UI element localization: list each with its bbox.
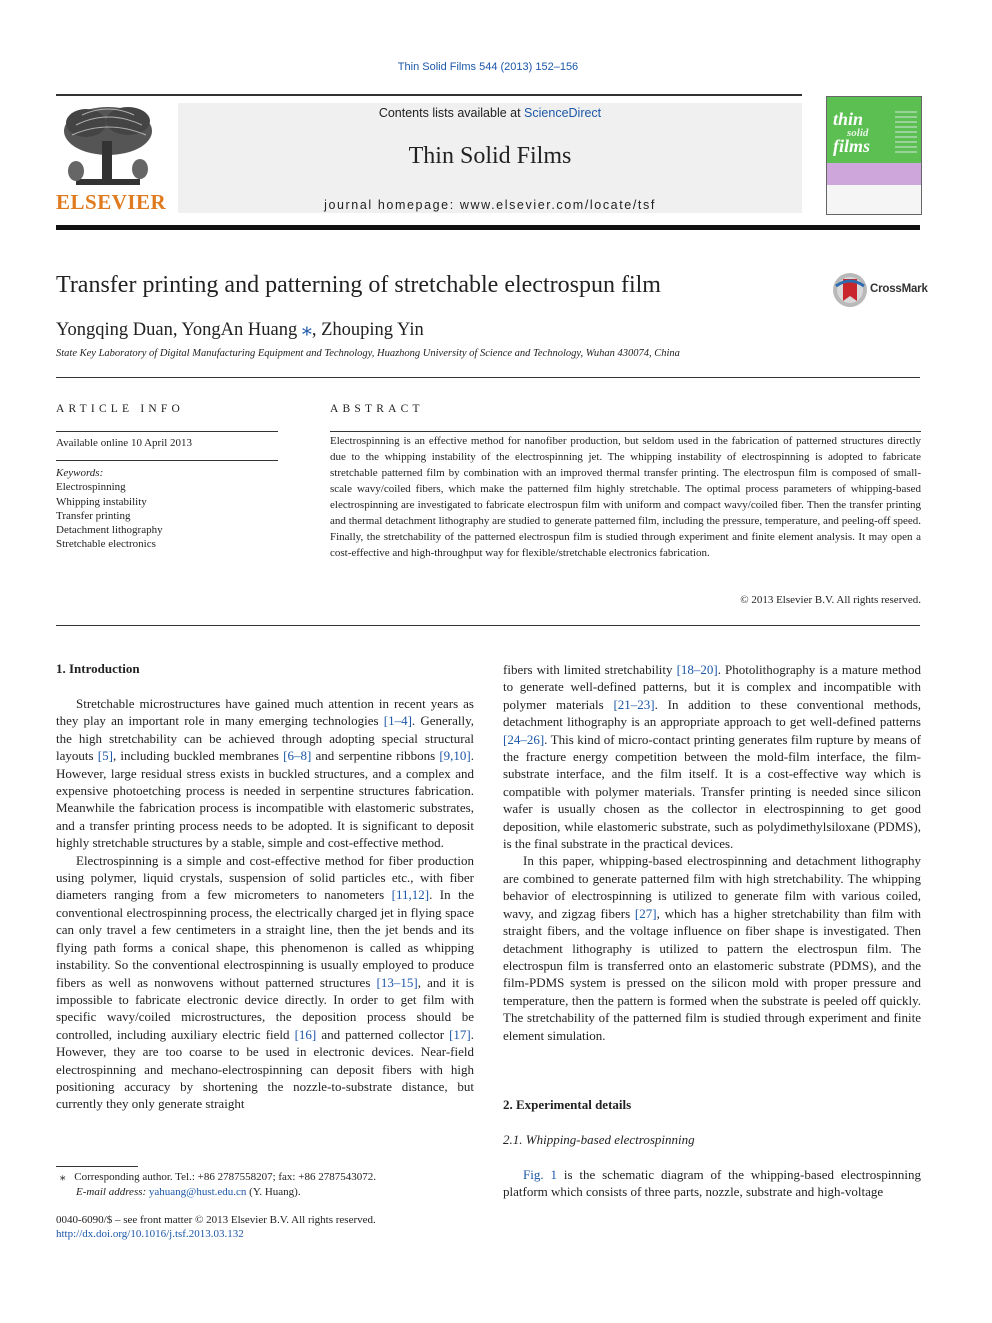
left-column bbox=[56, 695, 474, 1113]
journal-title: Thin Solid Films bbox=[408, 143, 572, 169]
intro-paragraph-1 bbox=[56, 695, 474, 852]
text-run: and patterned collector bbox=[316, 1026, 450, 1042]
citation-link[interactable]: Fig. 1 bbox=[523, 1167, 557, 1182]
citation-link[interactable]: [27] bbox=[634, 905, 657, 921]
citation-link[interactable]: [17] bbox=[449, 1026, 471, 1042]
email-label: E-mail address: bbox=[76, 1186, 147, 1198]
cover-title-line1: thin bbox=[833, 109, 864, 129]
abstract-copyright: © 2013 Elsevier B.V. All rights reserved. bbox=[740, 594, 921, 606]
corresponding-author-text: Corresponding author. Tel.: +86 2787558207; fax: +86 2787543072. bbox=[74, 1171, 376, 1183]
citation-link[interactable]: [5] bbox=[97, 748, 113, 764]
sciencedirect-link[interactable]: ScienceDirect bbox=[524, 106, 602, 120]
cover-title-line2: films bbox=[833, 136, 871, 156]
text-run: and serpentine ribbons bbox=[311, 748, 440, 764]
abstract-heading: ABSTRACT bbox=[330, 403, 424, 415]
text-run: . In the conventional electrospinning process, the electrically charged jet in flying space can only travel a few centimeters in a straight line, then the jet bends and its flying path forms a conical shape, this phenomenon is called as whipping instability. So the conventional electrospinning is usually employed to produce fibers as well as nonwovens without patterned structures bbox=[56, 887, 475, 990]
author-list bbox=[56, 316, 424, 341]
article-info-heading: ARTICLE INFO bbox=[56, 403, 184, 415]
journal-cover-thumbnail[interactable] bbox=[826, 96, 922, 215]
text-run: Stretchable microstructures have gained much attention in recent years as they play an important role in many emerging technologies bbox=[56, 696, 474, 729]
header-thick-rule bbox=[56, 225, 920, 230]
right-column bbox=[503, 661, 921, 1044]
experimental-text bbox=[503, 1166, 921, 1201]
keywords-block bbox=[56, 466, 163, 552]
crossmark-badge[interactable] bbox=[832, 272, 928, 308]
elsevier-wordmark: ELSEVIER bbox=[56, 190, 167, 214]
keyword-item: Stretchable electronics bbox=[56, 538, 156, 551]
citation-link[interactable]: [6–8] bbox=[283, 748, 312, 764]
authors-first: Yongqing Duan, YongAn Huang bbox=[56, 320, 302, 340]
crossmark-icon bbox=[832, 272, 868, 308]
cover-title-overlay: solid bbox=[847, 127, 869, 139]
journal-homepage[interactable]: journal homepage: www.elsevier.com/locate/tsf bbox=[324, 198, 656, 212]
text-run: In this paper, whipping-based electrospinning and detachment lithography are combined to generate patterned film with high stretchability. The whipping behavior of electrospinning is utilized to generate film with various coiled, wavy, and zigzag fibers bbox=[503, 853, 921, 921]
journal-reference[interactable] bbox=[0, 61, 976, 73]
cover-band-lower bbox=[827, 185, 921, 214]
cover-pattern bbox=[895, 111, 917, 155]
citation-link[interactable]: [9,10] bbox=[439, 748, 471, 764]
abstract-rule bbox=[330, 431, 921, 432]
cover-title bbox=[833, 111, 870, 155]
text-run: fibers with limited stretchability bbox=[503, 662, 677, 677]
elsevier-logo[interactable] bbox=[56, 101, 167, 215]
article-info-rule-2 bbox=[56, 460, 278, 461]
text-run: . This kind of micro-contact printing generates film rupture by means of the fracture energy competition between the mold-film interface, the film-substrate interface, and the film itself. It is a cost-effective way which is compatible with polymer materials. Transfer printing is needed since silicon wafer is usually chosen as the collector in electrospinning to get good deposition, while elastomeric substrate, such as polydimethylsiloxane (PDMS), is the final substrate in the practical devices. bbox=[503, 731, 921, 852]
abstract-divider bbox=[56, 625, 920, 626]
article-info-rule-1 bbox=[56, 431, 278, 432]
email-suffix: (Y. Huang). bbox=[246, 1186, 301, 1198]
citation-link[interactable]: [11,12] bbox=[391, 887, 430, 903]
keywords-label: Keywords: bbox=[56, 467, 104, 479]
footnote-rule bbox=[56, 1166, 138, 1167]
citation-link[interactable]: [18–20] bbox=[676, 662, 718, 677]
abstract-text: Electrospinning is an effective method for nanofiber production, but seldom used in the fabrication of patterned structures directly due to the whipping instability of the electrospinning jet. The whipping instability of electrospinning is adopted to fabricate stretchable patterned film by combination with an improved thermal transfer printing. The electrospun film is composed of small-scale wavy/coiled fibers, which make the patterned film highly stretchable. The optimal process parameters of whipping-based electrospinning are investigated to fabricate electrospun film with uniform and compact wavy/coiled fiber. Then the transfer printing and thermal detachment lithography are studied to generate patterned film, including the pressure, temperature, and peeling-off speed. Finally, the stretchability of the patterned electrospun film is studied through experiment and finite element analysis. It may open a cost-effective and high-throughput way for flexible/stretchable electronics fabrication. bbox=[330, 435, 921, 559]
text-run: , including buckled membranes bbox=[112, 748, 284, 764]
keyword-item: Detachment lithography bbox=[56, 524, 163, 537]
contents-availability bbox=[178, 106, 802, 120]
intro-paragraph-2 bbox=[56, 852, 474, 1113]
text-run: is the schematic diagram of the whipping-based electrospinning platform which consists of three parts, nozzle, substrate and high-voltage bbox=[503, 1167, 921, 1200]
text-run: , which has a higher stretchability than film with straight fibers, and the voltage influence on fiber shape is investigated. Then detachment lithography is utilized to pattern the electrospun film. The electrospun film is transferred onto an elastomeric substrate (PDMS), and the film-PDMS system is pressed on the silicon mold with proper pressure and temperature, then the pattern is formed when the substrate is peeled off quickly. The stretchability of the patterned film is studied through experiment and finite element simulation. bbox=[503, 905, 922, 1043]
text-run: . In addition to these conventional methods, detachment lithography is an appropriate approach to get well-defined patterns bbox=[503, 696, 921, 730]
keyword-item: Electrospinning bbox=[56, 481, 126, 494]
cover-band bbox=[827, 163, 921, 185]
footnote-star: ⁎ bbox=[60, 1171, 66, 1183]
text-run: . However, they are too coarse to be used in electronic devices. Near-field electrospinning and mechano-electrospinning can deposit fibers with high positioning accuracy by shortening the nozzle-to-substrate distance, but currently they only generate straight bbox=[56, 1026, 474, 1112]
experimental-paragraph-1 bbox=[503, 1166, 921, 1201]
header-top-rule bbox=[56, 94, 802, 96]
text-run: . However, large residual stress exists in buckled structures, and a complex and expensive photoetching process is needed in serpentine structures fabrication. Meanwhile the fabrication process is incompatible with elastomeric substrates, and a transfer printing process needs to be adopted. It is significant to deposit highly stretchable structures by a stable, simple and cost-effective method. bbox=[56, 748, 474, 851]
text-run: . Photolithography is a mature method to generate well-defined patterns, but it is complex and incompatible with polymer materials bbox=[503, 662, 921, 712]
intro-paragraph-3 bbox=[503, 661, 921, 852]
issn-line: 0040-6090/$ – see front matter © 2013 Elsevier B.V. All rights reserved. bbox=[56, 1214, 376, 1226]
citation-link[interactable]: [1–4] bbox=[383, 713, 412, 729]
text-run: . Generally, the high stretchability can be achieved through adopting special structural layouts bbox=[56, 713, 474, 764]
section-heading-introduction: 1. Introduction bbox=[56, 661, 140, 676]
journal-reference-link[interactable]: Thin Solid Films 544 (2013) 152–156 bbox=[397, 61, 579, 73]
citation-link[interactable]: [21–23] bbox=[613, 696, 655, 712]
text-run: , and it is impossible to fabricate electronic device directly. In order to get film with specific wavy/coiled microstructures, the deposition process should be controlled, including auxiliary electric field bbox=[56, 974, 475, 1042]
author-email-link[interactable]: yahuang@hust.edu.cn bbox=[148, 1186, 247, 1198]
contents-prefix: Contents lists available at bbox=[378, 106, 525, 120]
keyword-item: Transfer printing bbox=[56, 509, 131, 522]
subsection-heading-whipping: 2.1. Whipping-based electrospinning bbox=[503, 1132, 695, 1147]
corresponding-author-footnote bbox=[60, 1170, 376, 1185]
keyword-item: Whipping instability bbox=[56, 495, 147, 508]
journal-header-box bbox=[178, 103, 802, 213]
paper-title: Transfer printing and patterning of stretchable electrospun film bbox=[56, 272, 661, 298]
citation-link[interactable]: [24–26] bbox=[503, 731, 545, 747]
affiliation: State Key Laboratory of Digital Manufacturing Equipment and Technology, Huazhong University of Science and Technology, Wuhan 430074, China bbox=[56, 348, 680, 359]
crossmark-label: CrossMark bbox=[870, 283, 928, 295]
citation-link[interactable]: [13–15] bbox=[376, 974, 418, 990]
citation-link[interactable]: [16] bbox=[294, 1026, 317, 1042]
text-run: Electrospinning is a simple and cost-effective method for fiber production using polymer, liquid crystals, suspension of solid particles etc., with fiber diameters ranging from a few micrometers to nanometers bbox=[56, 852, 474, 903]
elsevier-tree-icon bbox=[56, 101, 160, 193]
email-footnote bbox=[76, 1185, 301, 1200]
intro-paragraph-4 bbox=[503, 852, 921, 1043]
available-online: Available online 10 April 2013 bbox=[56, 437, 193, 449]
corresponding-author-marker[interactable]: ⁎ bbox=[301, 318, 312, 340]
section-heading-experimental: 2. Experimental details bbox=[503, 1097, 632, 1112]
authors-last: , Zhouping Yin bbox=[311, 320, 424, 340]
doi-link[interactable]: http://dx.doi.org/10.1016/j.tsf.2013.03.132 bbox=[56, 1228, 244, 1240]
title-divider bbox=[56, 377, 920, 378]
doi-line[interactable] bbox=[56, 1227, 244, 1242]
